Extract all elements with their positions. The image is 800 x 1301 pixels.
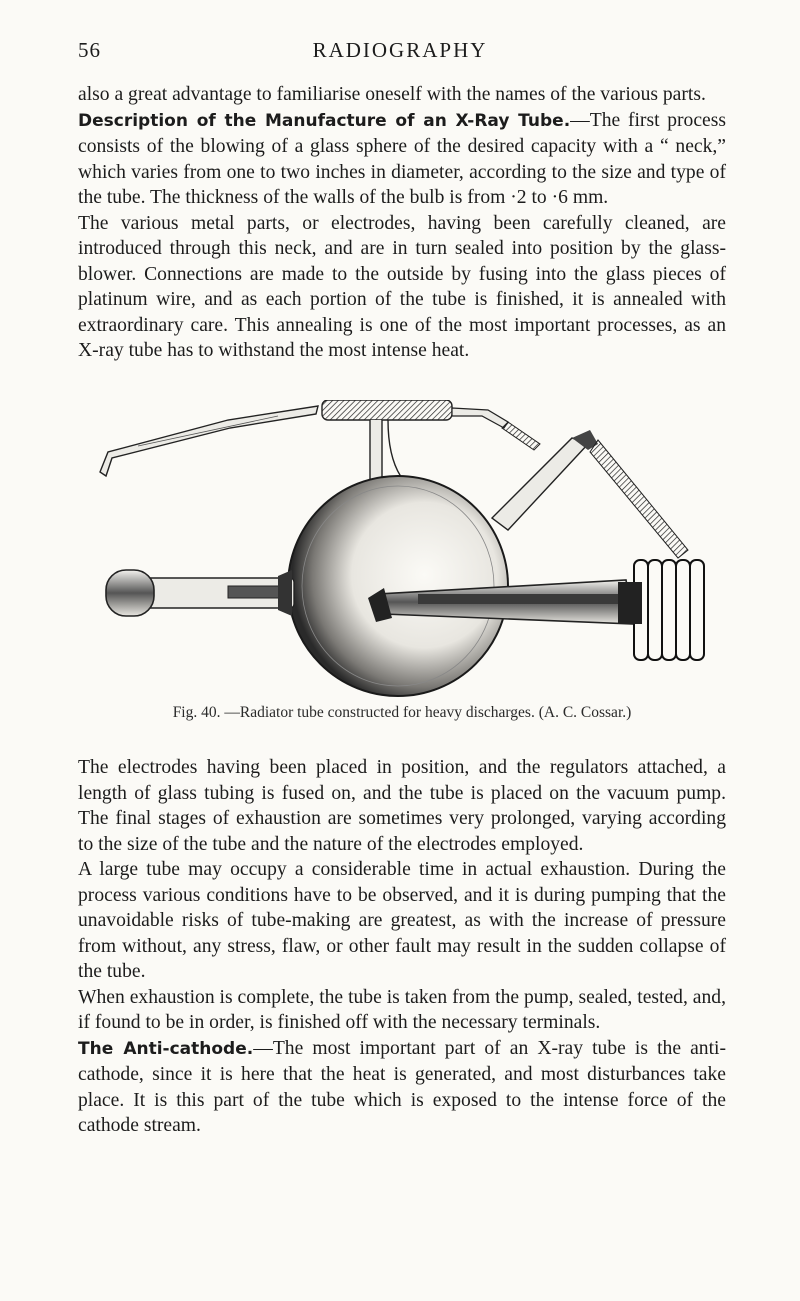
regulator-housing xyxy=(322,400,452,420)
figure-caption: Fig. 40. —Radiator tube constructed for heavy discharges. (A. C. Cossar.) xyxy=(172,704,632,721)
section-heading-manufacture: Description of the Manufacture of an X-Ray Tube. xyxy=(78,110,571,131)
page-number: 56 xyxy=(78,38,101,62)
text-block-bottom xyxy=(78,755,726,1139)
paragraph-5: A large tube may occupy a considerable time in actual exhaustion. During the process various conditions have to be observed, and it is during pumping that the unavoidable risks of tube-making are greatest, as with the increase of pressure from without, any stress, flaw, or other fault may result in the sudden collapse of the tube. xyxy=(78,859,726,982)
paragraph-6: When exhaustion is complete, the tube is taken from the pump, sealed, tested, and, if found to be in order, is finished off with the necessary terminals. xyxy=(78,986,726,1033)
glass-bulb xyxy=(288,476,508,696)
paragraph-1: also a great advantage to familiarise oneself with the names of the various parts. xyxy=(78,84,706,105)
paragraph-3: The various metal parts, or electrodes, having been carefully cleaned, are introduced through this neck, and are in turn sealed into position by the glass-blower. Connections are made to the outside by fusing into the glass pieces of platinum wire, and as each portion of the tube is finished, it is annealed with extraordinary care. This annealing is one of the most important processes, as an X-ray tube has to withstand the most intense heat. xyxy=(78,212,726,361)
paragraph-7 xyxy=(78,1036,726,1139)
side-tube xyxy=(492,438,588,530)
paragraph-4: The electrodes having been placed in position, and the regulators attached, a length of glass tubing is fused on, and the tube is placed on the vacuum pump. The final stages of exhaustion are sometimes very prolonged, varying according to the size of the tube and the nature of the electrodes employed. xyxy=(78,757,726,855)
section-heading-anti-cathode: The Anti-cathode. xyxy=(78,1038,254,1059)
regulator-tube xyxy=(100,406,318,476)
paragraph-2-text: —The first process consists of the blowing of a glass sphere of the desired capacity with a “ neck,” which varies from one to two inches in diameter, according to the size and type of the tube. The thickness of the walls of the bulb is from ·2 to ·6 mm. xyxy=(78,109,726,208)
paragraph-7-text: —The most important part of an X-ray tube is the anti-cathode, since it is here that the heat is generated, and most disturbances take place. It is this part of the tube which is exposed to the intense force of the cathode stream. xyxy=(78,1037,726,1136)
text-block-top xyxy=(78,82,726,364)
running-head xyxy=(78,38,722,66)
running-title: RADIOGRAPHY xyxy=(312,38,488,62)
xray-tube-illustration xyxy=(78,400,726,700)
paragraph-2 xyxy=(78,108,726,211)
radiator-fins xyxy=(634,560,704,660)
